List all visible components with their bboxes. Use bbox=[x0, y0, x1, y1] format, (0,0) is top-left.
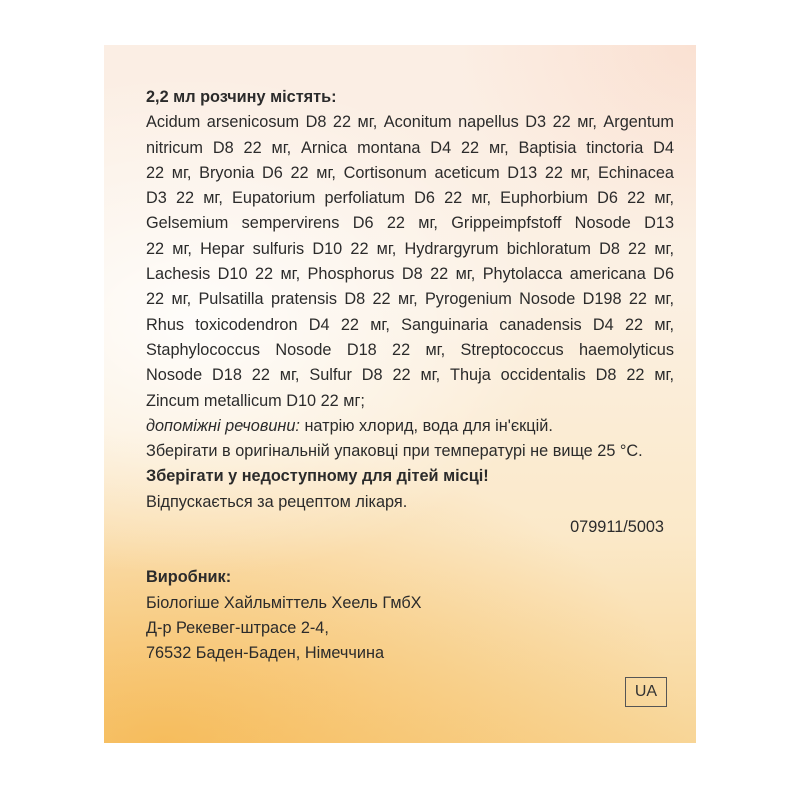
composition-line: Lachesis D10 22 мг, Phosphorus D8 22 мг, Phytolacca americana D6 bbox=[146, 265, 674, 284]
composition-line: Gelsemium sempervirens D6 22 мг, Grippeimpfstoff Nosode D13 bbox=[146, 214, 674, 233]
label-content bbox=[146, 85, 674, 667]
storage-children-warning: Зберігати у недоступному для дітей місці! bbox=[146, 467, 489, 486]
package-label-panel bbox=[104, 45, 696, 743]
composition-line: Staphylococcus Nosode D18 22 мг, Streptococcus haemolyticus bbox=[146, 340, 674, 359]
composition-line: Nosode D18 22 мг, Sulfur D8 22 мг, Thuja occidentalis D8 22 мг, bbox=[146, 366, 674, 385]
manufacturer-city: 76532 Баден-Баден, Німеччина bbox=[146, 644, 385, 663]
composition-line: 22 мг, Bryonia D6 22 мг, Cortisonum aceticum D13 22 мг, Echinacea bbox=[146, 163, 674, 182]
storage-temperature-note: Зберігати в оригінальній упаковці при температурі не вище 25 °С. bbox=[146, 442, 643, 461]
excipients-line bbox=[146, 414, 674, 439]
registration-code: 079911/5003 bbox=[570, 518, 664, 537]
composition-list bbox=[146, 110, 674, 414]
country-code-badge: UA bbox=[625, 677, 667, 707]
composition-line: 22 мг, Hepar sulfuris D10 22 мг, Hydrargyrum bichloratum D8 22 мг, bbox=[146, 239, 674, 258]
composition-heading: 2,2 мл розчину містять: bbox=[146, 88, 337, 106]
composition-line: Rhus toxicodendron D4 22 мг, Sanguinaria canadensis D4 22 мг, bbox=[146, 315, 674, 334]
prescription-note: Відпускається за рецептом лікаря. bbox=[146, 492, 408, 511]
composition-line: Acidum arsenicosum D8 22 мг, Aconitum napellus D3 22 мг, Argentum bbox=[146, 113, 674, 132]
composition-line: D3 22 мг, Eupatorium perfoliatum D6 22 мг, Euphorbium D6 22 мг, bbox=[146, 189, 674, 208]
composition-last-line: Zincum metallicum D10 22 мг; bbox=[146, 391, 365, 410]
composition-line: nitricum D8 22 мг, Arnica montana D4 22 мг, Baptisia tinctoria D4 bbox=[146, 138, 674, 157]
excipients-text: натрію хлорид, вода для ін'єкцій. bbox=[299, 416, 553, 435]
excipients-label: допоміжні речовини: bbox=[146, 416, 300, 435]
manufacturer-heading: Виробник: bbox=[146, 568, 232, 587]
section-spacer bbox=[146, 540, 674, 565]
manufacturer-street: Д-р Рекевег-штрасе 2-4, bbox=[146, 618, 329, 637]
composition-line: 22 мг, Pulsatilla pratensis D8 22 мг, Pyrogenium Nosode D198 22 мг, bbox=[146, 290, 674, 309]
manufacturer-name: Біологіше Хайльміттель Хеель ГмбХ bbox=[146, 593, 422, 612]
